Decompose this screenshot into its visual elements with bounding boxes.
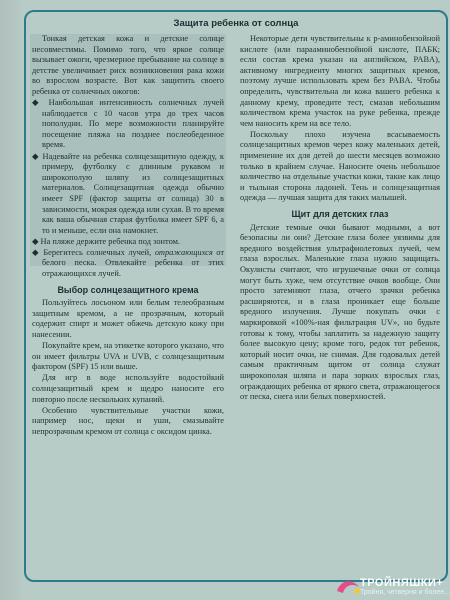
right-paragraph-3: Детские темные очки бывают модными, а вот безопасны ли они? Детские глаза более уязвимы для вредного воздействия ультрафиолетовых лучей, чем глаза взрослых. Маленькие глаза нужно защищать. Окулисты считают, что игрушечные очки от солнца могут быть хуже, чем отсутствие очков вообще. Они просто затемняют глаза, отчего зрачки ребенка расширяются, и в глаза проникает еще больше вредного излучения. Лучше покупать очки с маркировкой «100%-ная фильтрация UV», но будьте готовы к тому, чтобы заплатить за надежную защиту более высокую цену; кроме того, редок тот ребенок, который носит очки, не снимая. Для годовалых детей самым практичным щитом от солнца служат широкополая шляпа и пара зорких взрослых глаз, ограждающих ребенка от яркого света, отражающегося от песка, снега или белых поверхностей. xyxy=(240,222,440,402)
logo-name: ТРОЙНЯШКИ+ xyxy=(360,577,444,589)
left-paragraph-1: Тонкая детская кожа и детские солнце несовместимы. Помимо того, что яркое солнце вызывает ожоги, чрезмерное пребывание на солнце в детстве увеличивает риск возникновения рака кожи во взрослом возрасте. Вот как защитить своего ребенка от солнечных ожогов: xyxy=(32,34,224,96)
page-gutter xyxy=(0,0,24,600)
left-paragraph-5: Особенно чувствительные участки кожи, например нос, щеки и уши, смазывайте непрозрачным кремом от солнца с оксидом цинка. xyxy=(32,405,224,436)
article-frame xyxy=(24,10,448,582)
left-bullet-1: ◆ Наибольшая интенсивность солнечных лучей наблюдается с 10 часов утра до трех часов пополудни. По мере возможности планируйте посещение пляжа на позднее послеобеденное время. xyxy=(32,98,224,150)
right-paragraph-1: Некоторые дети чувствительны к р-аминобензойной кислоте (или парааминобензойной кислоте, ПАБК; если состав крема указан на английском, PABA), активному ингредиенту многих защитных кремов, поэтому лучше использовать крем без PABA. Чтобы определить, чувствительна ли кожа вашего ребенка к данному крему, проведите тест, смазав небольшим количеством крема участок на руке ребенка, прежде чем наносить крем на все тело. xyxy=(240,34,440,128)
left-bullet-4-emphasis: отражающихся xyxy=(154,247,213,257)
left-bullet-2: ◆ Надевайте на ребенка солнцезащитную одежду, к примеру, футболку с длинным рукавом и широкополую шляпу из солнцезащитных материалов. Солнцезащитная одежда обычно имеет SPF (фактор защиты от солнца) 30 в зависимости, мокрая одежда или сухая. В то время как ваша обычная старая футболка имеет SPF 6, а то и меньше, если она намокнет. xyxy=(32,151,224,235)
left-paragraph-4: Для игр в воде используйте водостойкий солнцезащитный крем и щедро наносите его повторно после нескольких купаний. xyxy=(32,373,224,404)
left-bullet-4-end: от белого песка. Отвлекайте ребенка от этих отражающихся лучей. xyxy=(42,247,224,279)
left-paragraph-2: Пользуйтесь лосьоном или белым телеобразным защитным кремом, а не прозрачным, который содержит спирт и может обжечь детскую кожу при нанесении. xyxy=(32,298,224,340)
right-column xyxy=(240,34,440,403)
logo-tagline: Тройня, четверня и более... xyxy=(360,589,450,596)
left-bullet-4-start: ◆ Берегитесь солнечных лучей, xyxy=(32,247,155,257)
right-paragraph-2: Поскольку плохо изучена всасываемость солнцезащитных кремов через кожу маленьких детей, применение их для детей до шести месяцев возможно только в крайнем случае. Наносите очень небольшое количество на отдельные участки кожи, такие как лицо и тыльная сторона ладоней. Тень и солнцезащитная одежда — лучшая защита для таких малышей. xyxy=(240,129,440,203)
left-column xyxy=(32,34,224,438)
section-heading-eyes: Щит для детских глаз xyxy=(291,209,389,219)
publisher-logo xyxy=(360,577,450,596)
left-paragraph-3: Покупайте крем, на этикетке которого указано, что он имеет фильтры UVA и UVB, с солнцезащитным фактором (SPF) 15 или выше. xyxy=(32,341,224,372)
logo-swirl-icon xyxy=(335,577,363,597)
section-heading-sunscreen: Выбор солнцезащитного крема xyxy=(57,284,199,295)
left-bullet-4 xyxy=(32,248,224,280)
article-title: Защита ребенка от солнца xyxy=(173,18,299,29)
left-bullet-3: ◆ На пляже держите ребенка под зонтом. xyxy=(32,236,180,246)
